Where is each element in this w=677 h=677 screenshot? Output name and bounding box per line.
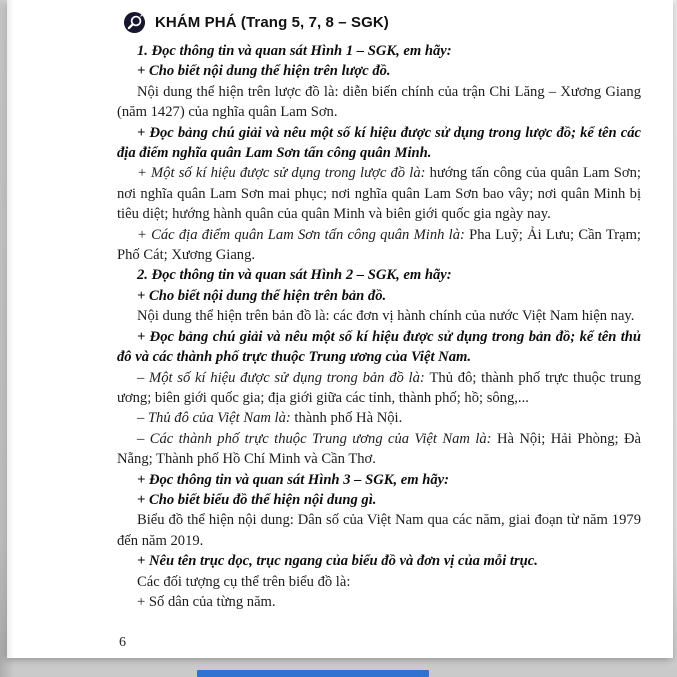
paragraph (117, 225, 641, 266)
paragraph (117, 82, 641, 123)
text-segment: + Đọc thông tin và quan sát Hình 3 – SGK, em hãy: (137, 471, 449, 488)
text-segment: Nội dung thể hiện trên lược đồ là: diễn biến chính của trận Chi Lăng – Xương Giang (năm 1427) của nghĩa quân Lam Sơn. (117, 83, 641, 121)
paragraph (117, 592, 641, 612)
text-segment: Các đối tượng cụ thể trên biểu đồ là: (137, 573, 351, 590)
page (7, 0, 673, 658)
section-title: KHÁM PHÁ (Trang 5, 7, 8 – SGK) (155, 14, 389, 31)
text-segment: + Đọc bảng chú giải và nêu một số kí hiệu được sử dụng trong lược đồ; kể tên các địa điểm nghĩa quân Lam Sơn tấn công quân Minh. (117, 124, 641, 162)
paragraph (117, 123, 641, 164)
magnifier-icon (123, 11, 146, 34)
paragraph (117, 368, 641, 409)
text-segment: + Một số kí hiệu được sử dụng trong lược đồ là: (137, 165, 430, 182)
text-segment: Hà Nội; Hải Phòng; Đà Nẵng; Thành phố Hồ Chí Minh và Cần Thơ. (117, 430, 641, 468)
text-segment: 1. Đọc thông tin và quan sát Hình 1 – SGK, em hãy: (137, 43, 452, 59)
text-segment: + Số dân của từng năm. (137, 593, 276, 610)
paragraph (117, 490, 641, 510)
paragraph (117, 572, 641, 592)
text-segment: + Đọc bảng chú giải và nêu một số kí hiệu được sử dụng trong bản đồ; kể tên thủ đô và các thành phố trực thuộc Trung ương của Việt Nam. (117, 328, 641, 366)
paragraph (117, 286, 641, 306)
text-segment: + Cho biết biểu đồ thể hiện nội dung gì. (137, 491, 377, 508)
paragraph (117, 265, 641, 285)
paragraph (117, 510, 641, 551)
paragraph (117, 61, 641, 81)
paragraph (117, 41, 641, 61)
text-segment: Nội dung thể hiện trên bản đồ là: các đơn vị hành chính của nước Việt Nam hiện nay. (137, 308, 635, 325)
text-segment: – Thủ đô của Việt Nam là: (137, 410, 295, 427)
paragraph (117, 327, 641, 368)
bottom-decor-bar (197, 670, 429, 677)
paragraph (117, 306, 641, 326)
paragraph (117, 429, 641, 470)
text-segment: thành phố Hà Nội. (294, 410, 403, 427)
paragraph (117, 408, 641, 428)
paragraph (117, 470, 641, 490)
section-header (123, 11, 641, 34)
text-segment: Thủ đô; thành phố trực thuộc trung ương; biên giới quốc gia; địa giới giữa các tỉnh, thành phố; hồ; sông,... (117, 369, 641, 406)
text-segment: hướng tấn công của quân Lam Sơn; nơi nghĩa quân Lam Sơn mai phục; nơi nghĩa quân Lam Sơn bao vây; nơi quân Minh bị tiêu diệt; hướng hành quân của quân Minh và biên giới quốc gia ngày nay. (117, 165, 641, 223)
text-segment: – Các thành phố trực thuộc Trung ương của Việt Nam là: (137, 430, 497, 447)
paragraph (117, 163, 641, 224)
page-number: 6 (119, 635, 126, 650)
text-segment: Pha Luỹ; Ải Lưu; Cần Trạm; Phố Cát; Xương Giang. (117, 226, 641, 264)
text-segment: + Cho biết nội dung thể hiện trên lược đồ. (137, 63, 391, 80)
text-segment: Biểu đồ thể hiện nội dung: Dân số của Việt Nam qua các năm, giai đoạn từ năm 1979 đến năm 2019. (117, 512, 641, 549)
content-paragraphs (117, 41, 641, 612)
text-segment: + Các địa điểm quân Lam Sơn tấn công quân Minh là: (137, 226, 470, 243)
text-segment: + Nêu tên trục dọc, trục ngang của biểu đồ và đơn vị của mỗi trục. (137, 553, 538, 570)
text-segment: 2. Đọc thông tin và quan sát Hình 2 – SGK, em hãy: (137, 267, 452, 284)
text-segment: + Cho biết nội dung thể hiện trên bản đồ. (137, 287, 387, 304)
text-segment: – Một số kí hiệu được sử dụng trong bản đồ là: (137, 369, 430, 386)
paragraph (117, 551, 641, 571)
